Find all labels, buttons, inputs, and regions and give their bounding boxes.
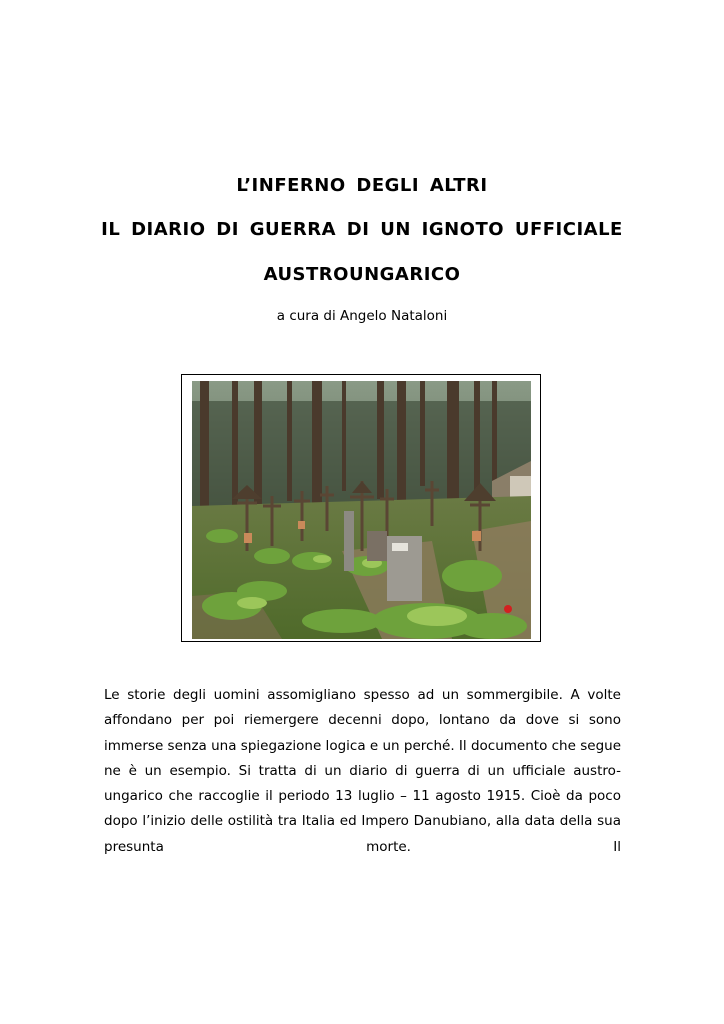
intro-paragraph: Le storie degli uomini assomigliano spesso ad un sommergibile. A volte affondano per poi riemergere decenni dopo, lontano da dove si sono immerse senza una spiegazione logica e un perché. Il documento che segue ne è un esempio. Si tratta di un diario di guerra di un ufficiale austro-ungarico che raccoglie il periodo 13 luglio – 11 agosto 1915. Cioè da poco dopo l’inizio delle ostilità tra Italia ed Impero Danubiano, alla data della sua presunta morte. Il: [104, 687, 621, 855]
body-text: [104, 683, 621, 860]
document-title-line-2: IL DIARIO DI GUERRA DI UN IGNOTO UFFICIALE: [101, 219, 623, 240]
cemetery-photo-frame: [181, 374, 541, 642]
document-title-line-1: L’INFERNO DEGLI ALTRI: [236, 175, 488, 196]
document-title-line-3: AUSTROUNGARICO: [263, 264, 461, 285]
editor-credit: a cura di Angelo Nataloni: [276, 308, 448, 324]
cemetery-photo: [192, 381, 531, 639]
